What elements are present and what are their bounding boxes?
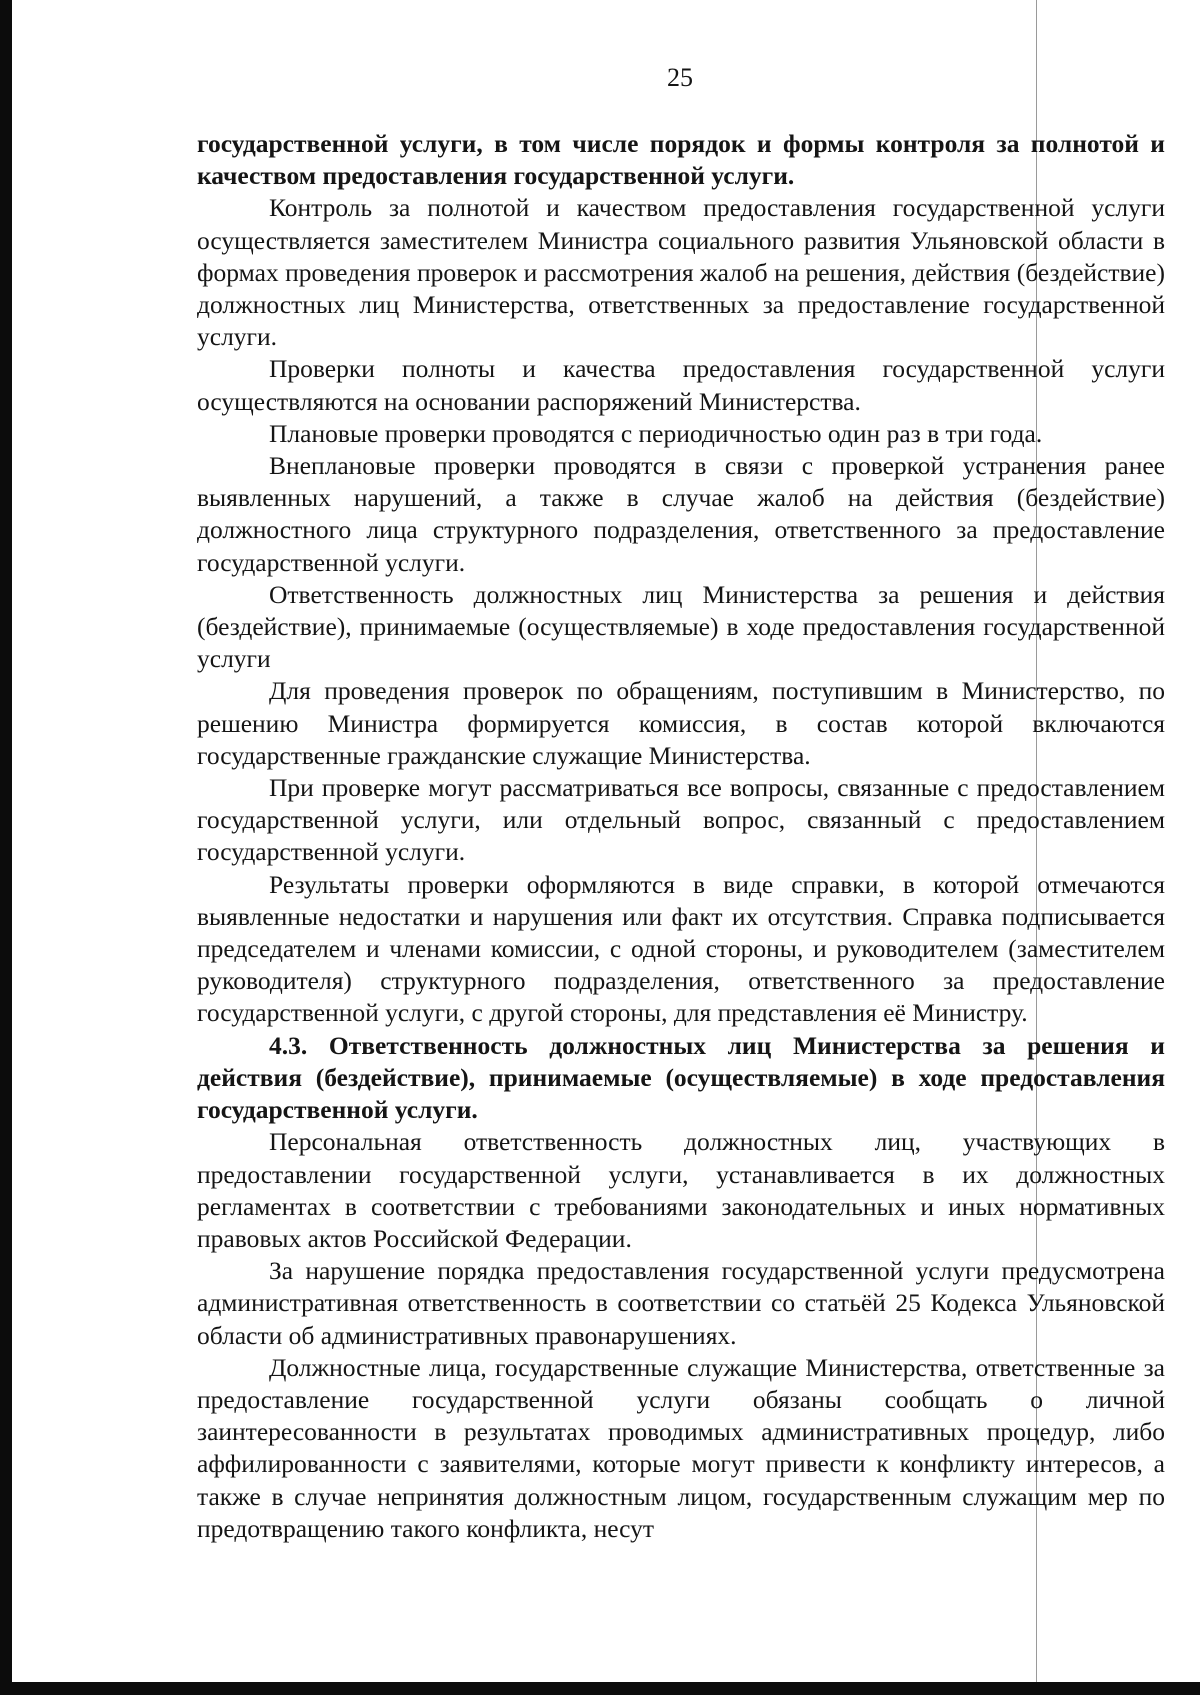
scan-border-bottom bbox=[0, 1682, 1200, 1695]
paragraph: Контроль за полнотой и качеством предоставления государственной услуги осуществляется заместителем Министра социального развития Ульяновской области в формах проведения проверок и рассмотрения жалоб на решения, действия (бездействие) должностных лиц Министерства, ответственных за предоставление государственной услуги. bbox=[197, 193, 1165, 352]
page-number: 25 bbox=[667, 63, 693, 92]
scan-border-left bbox=[0, 0, 12, 1695]
paragraph: Внеплановые проверки проводятся в связи с проверкой устранения ранее выявленных нарушений, а также в случае жалоб на действия (бездействие) должностного лица структурного подразделения, ответственного за предоставление государственной услуги. bbox=[197, 451, 1165, 577]
paragraph: Ответственность должностных лиц Министерства за решения и действия (бездействие), принимаемые (осуществляемые) в ходе предоставления государственной услуги bbox=[197, 579, 1165, 674]
paragraph: Плановые проверки проводятся с периодичностью один раз в три года. bbox=[269, 418, 1043, 448]
paragraph: Персональная ответственность должностных лиц, участвующих в предоставлении государственной услуги, устанавливается в их должностных регламентах в соответствии с требованиями законодательных и иных нормативных правовых актов Российской Федерации. bbox=[197, 1127, 1165, 1253]
section-heading-continuation: государственной услуги, в том числе порядок и формы контроля за полнотой и качеством предоставления государственной услуги. bbox=[197, 129, 1165, 191]
paragraph: При проверке могут рассматриваться все вопросы, связанные с предоставлением государственной услуги, или отдельный вопрос, связанный с предоставлением государственной услуги. bbox=[197, 773, 1165, 867]
document-body bbox=[197, 128, 1165, 1545]
paragraph: За нарушение порядка предоставления государственной услуги предусмотрена административная ответственность в соответствии со статьёй 25 Кодекса Ульяновской области об административных правонарушениях. bbox=[197, 1256, 1165, 1350]
paragraph: Должностные лица, государственные служащие Министерства, ответственные за предоставление государственной услуги обязаны сообщать о личной заинтересованности в результатах проводимых административных процедур, либо аффилированности с заявителями, которые могут привести к конфликту интересов, а также в случае непринятия должностным лицом, государственным служащим мер по предотвращению такого конфликта, несут bbox=[197, 1352, 1165, 1543]
section-heading: 4.3. Ответственность должностных лиц Министерства за решения и действия (бездействие), принимаемые (осуществляемые) в ходе предоставления государственной услуги. bbox=[197, 1030, 1165, 1125]
paragraph: Для проведения проверок по обращениям, поступившим в Министерство, по решению Министра формируется комиссия, в состав которой включаются государственные гражданские служащие Министерства. bbox=[197, 676, 1165, 770]
paragraph: Проверки полноты и качества предоставления государственной услуги осуществляются на основании распоряжений Министерства. bbox=[197, 354, 1165, 416]
paragraph: Результаты проверки оформляются в виде справки, в которой отмечаются выявленные недостатки и нарушения или факт их отсутствия. Справка подписывается председателем и членами комиссии, с одной стороны, и руководителем (заместителем руководителя) структурного подразделения, ответственного за предоставление государственной услуги, с другой стороны, для представления её Министру. bbox=[197, 869, 1165, 1028]
